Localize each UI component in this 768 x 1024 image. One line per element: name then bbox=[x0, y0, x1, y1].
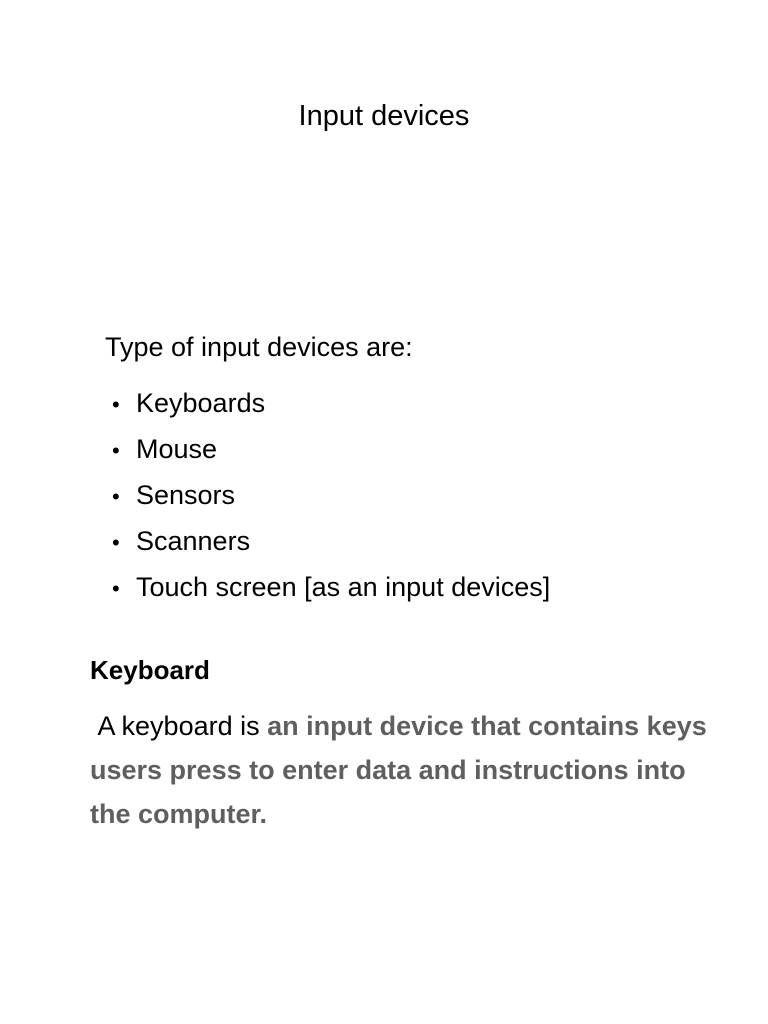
bullet-icon: • bbox=[112, 392, 120, 417]
list-item bbox=[112, 523, 550, 569]
list-item-label: Sensors bbox=[136, 480, 236, 510]
list-item-label: Touch screen [as an input devices] bbox=[136, 572, 551, 602]
intro-text: Type of input devices are: bbox=[105, 332, 413, 362]
definition-lead-text: A keyboard is bbox=[97, 711, 260, 741]
page-title: Input devices bbox=[298, 100, 470, 132]
bullet-icon: • bbox=[112, 530, 120, 555]
bullet-icon: • bbox=[112, 438, 120, 463]
list-item-label: Scanners bbox=[136, 526, 251, 556]
list-item-label: Keyboards bbox=[136, 388, 266, 418]
list-item bbox=[112, 477, 550, 523]
list-item bbox=[112, 385, 550, 431]
device-list bbox=[112, 385, 550, 615]
definition-emphasis-text: an input device that contains keys users press to enter data and instructions into the computer. bbox=[90, 711, 707, 829]
list-item bbox=[112, 431, 550, 477]
bullet-icon: • bbox=[112, 576, 120, 601]
list-item-label: Mouse bbox=[136, 434, 218, 464]
section-heading: Keyboard bbox=[90, 655, 210, 685]
list-item bbox=[112, 569, 550, 615]
definition-paragraph bbox=[90, 704, 710, 836]
bullet-icon: • bbox=[112, 484, 120, 509]
